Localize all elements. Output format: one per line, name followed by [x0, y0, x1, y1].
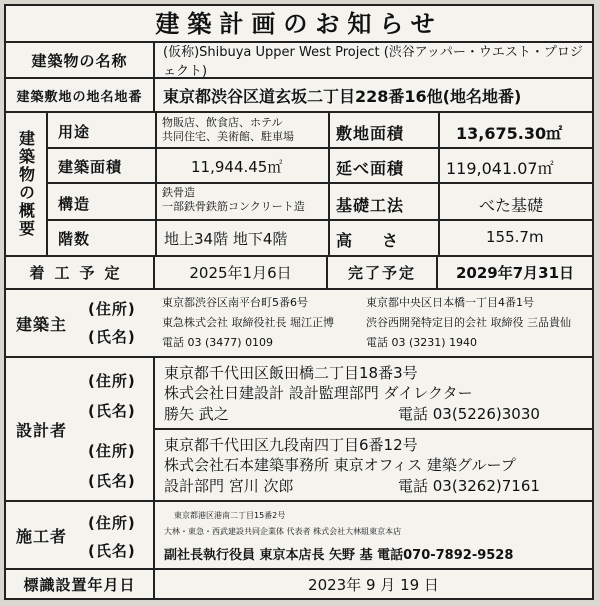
notice-board: [4, 4, 594, 600]
building-name-row: [6, 43, 592, 79]
owner-right-2: 渋谷西開発特定目的会社 取締役 三品貴仙: [366, 316, 571, 329]
structure-value-2: 一部鉄骨鉄筋コンクリート造: [162, 200, 305, 213]
overview-group-label: [6, 113, 48, 255]
building-name-label: 建築物の名称: [6, 43, 155, 77]
site-area-value: 13,675.30㎡: [456, 124, 563, 143]
contractor-rep: 副社長執行役員 東京本店長 矢野 基 電話070-7892-9528: [164, 548, 514, 563]
floors-value: 地上34階 地下4階: [164, 230, 288, 248]
use-label: [58, 121, 148, 142]
designer1-person: 勝矢 武之: [164, 405, 229, 423]
floor-area-value: 119,041.07㎡: [446, 159, 554, 178]
owner-label: 建築主: [16, 315, 68, 334]
owner-left-3: 電話 03 (3477) 0109: [162, 336, 274, 349]
use-label-text: 用途: [58, 123, 91, 141]
contractor-company: 大林・東急・西武建設共同企業体 代表者 株式会社大林組東京本店: [164, 527, 402, 536]
contractor-name-label: (氏名): [88, 542, 136, 560]
designer1-phone: 電話 03(5226)3030: [398, 405, 540, 423]
contractor-label: 施工者: [6, 502, 155, 568]
designer1-address: 東京都千代田区飯田橋二丁目18番3号: [164, 364, 418, 382]
designer1-address-label: (住所): [88, 372, 136, 390]
posted-label: 標識設置年月日: [6, 570, 155, 598]
owner-right-3: 電話 03 (3231) 1940: [366, 336, 478, 349]
owner-left-2: 東急株式会社 取締役社長 堀江正博: [162, 316, 334, 329]
designer1-name-label: (氏名): [88, 402, 136, 420]
designer2-company: 株式会社石本建築事務所 東京オフィス 建築グループ: [164, 456, 516, 474]
designer2-address-label: (住所): [88, 442, 136, 460]
foundation-value: べた基礎: [479, 196, 544, 215]
use-value-2: 共同住宅、美術館、駐車場: [162, 130, 294, 143]
site-address-label: 建築敷地の地名地番: [6, 79, 155, 111]
designer-row: [6, 358, 592, 502]
site-area-label: 敷地面積: [336, 124, 405, 143]
posted-value: 2023年 9 月 19 日: [308, 575, 439, 594]
notice-title: 建築計画のお知らせ: [6, 6, 592, 43]
use-value-1: 物販店、飲食店、ホテル: [162, 116, 283, 129]
building-area-value: 11,944.45㎡: [191, 158, 283, 176]
building-area-label: 建築面積: [58, 158, 123, 176]
site-address-value: 東京都渋谷区道玄坂二丁目228番16他(地名地番): [163, 86, 522, 106]
schedule-row: [6, 257, 592, 290]
height-value: 155.7m: [486, 228, 544, 246]
designer2-person: 設計部門 宮川 次郎: [164, 477, 294, 495]
floors-label: 階数: [58, 230, 91, 248]
end-value: 2029年7月31日: [455, 264, 575, 282]
overview-block: [6, 113, 592, 257]
designer1-company: 株式会社日建設計 設計監理部門 ダイレクター: [164, 384, 473, 402]
start-label: 着工予定: [6, 257, 155, 288]
owner-name-label: (氏名): [88, 328, 136, 346]
floor-area-label: 延べ面積: [336, 159, 405, 178]
contractor-address: 東京都港区港南二丁目15番2号: [174, 511, 286, 520]
designer2-address: 東京都千代田区九段南四丁目6番12号: [164, 436, 418, 454]
foundation-label: 基礎工法: [336, 196, 405, 215]
site-address-row: [6, 79, 592, 113]
structure-label: 構造: [58, 195, 91, 213]
posted-row: [6, 570, 592, 598]
building-name-value: (仮称)Shibuya Upper West Project (渋谷アッパー・ウエスト・プロジェクト): [163, 45, 583, 79]
designer-label: 設計者: [6, 358, 155, 500]
owner-row: [6, 290, 592, 358]
end-label: 完了予定: [328, 257, 438, 288]
owner-right-1: 東京都中央区日本橋一丁目4番1号: [366, 296, 534, 309]
contractor-address-label: (住所): [88, 514, 136, 532]
structure-value-1: 鉄骨造: [162, 186, 195, 199]
owner-address-label: (住所): [88, 300, 136, 318]
designer2-phone: 電話 03(3262)7161: [398, 477, 540, 495]
start-value: 2025年1月6日: [155, 257, 328, 288]
overview-group-text: 建築物の概要: [16, 130, 36, 238]
designer2-name-label: (氏名): [88, 472, 136, 490]
height-label: 高さ: [336, 231, 429, 250]
owner-left-1: 東京都渋谷区南平台町5番6号: [162, 296, 308, 309]
contractor-row: [6, 502, 592, 570]
